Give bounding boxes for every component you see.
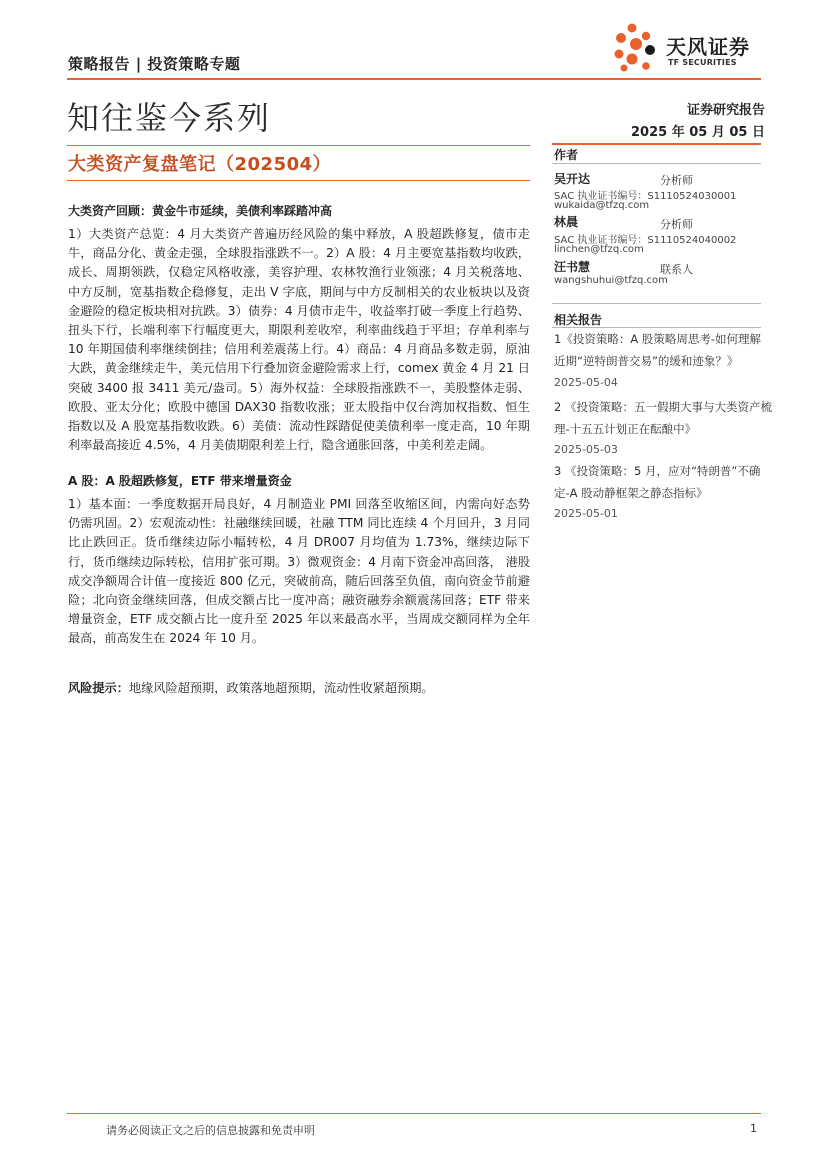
header-divider <box>67 78 761 80</box>
footer-disclaimer: 请务必阅读正文之后的信息披露和免责申明 <box>106 1124 315 1137</box>
author-cert: SAC 执业证书编号：S1110524040002 <box>554 235 737 246</box>
section-text-a-share: 1）基本面：一季度数据开局良好，4 月制造业 PMI 回落至收缩区间，内需向好态势仍需巩固。2）宏观流动性：社融继续回暖，社融 TTM 同比连续 4 个月回升，3 月同比止跌回正。货币继续边际小幅转松，4 月 DR007 月均值为 1.73%，继续边际下行，货币继续边际转松，信用扩张可期。3）微观资金：4 月南下资金冲高回落， 港股成交净额周合计值一度接近 800 亿元，突破前高，随后回落至负值，南向资金节前避险；北向资金继续回落，但成交额占比一度冲高；融资融券余额震荡回落；ETF 带来增量资金，ETF 成交额占比一度升至 2025 年以来最高水平，当周成交额同样为全年最高，前高发生在 2024 年 10 月。 <box>68 497 531 646</box>
logo-text-cn: 天风证券 <box>666 35 750 59</box>
author-email[interactable]: wukaida@tfzq.com <box>554 200 650 211</box>
related-report-date: 2025-05-01 <box>554 507 618 520</box>
author-cert: SAC 执业证书编号：S1110524030001 <box>554 191 737 202</box>
authors-heading: 作者 <box>554 148 579 162</box>
author-role: 分析师 <box>660 174 693 187</box>
risk-text: 地缘风险超预期，政策落地超预期，流动性收紧超预期。 <box>128 681 434 695</box>
risk-warning <box>68 679 434 696</box>
author-role: 分析师 <box>660 218 693 231</box>
author-email[interactable]: linchen@tfzq.com <box>554 244 644 255</box>
footer-divider <box>67 1113 761 1114</box>
report-title-underline <box>67 180 530 181</box>
related-report-link[interactable]: 2 《投资策略：五一假期大事与大类资产梳理-十五五计划正在酝酿中》 <box>554 400 772 436</box>
related-report-date: 2025-05-03 <box>554 443 618 456</box>
title-divider-left <box>67 145 530 146</box>
series-title: 知往鉴今系列 <box>67 99 272 137</box>
authors-divider <box>552 163 761 164</box>
logo-text-en: TF SECURITIES <box>668 58 737 67</box>
section-title-a-share: A 股：A 股超跌修复，ETF 带来增量资金 <box>68 474 292 488</box>
author-email[interactable]: wangshuhui@tfzq.com <box>554 275 668 286</box>
related-report-link[interactable]: 1《投资策略：A 股策略周思考-如何理解近期“逆特朗普交易”的缓和迹象？》 <box>554 332 761 368</box>
author-role: 联系人 <box>660 263 693 276</box>
related-report-date: 2025-05-04 <box>554 376 618 389</box>
author-name: 林晨 <box>554 215 579 229</box>
section-text-review: 1）大类资产总览：4 月大类资产普遍历经风险的集中释放，A 股超跌修复，债市走牛，商品分化、黄金走强，全球股指涨跌不一。2）A 股：4 月主要宽基指数均收跌，成长、周期领跌，仅稳定风格收涨，美容护理、农林牧渔行业领涨；4 月关税落地、中方反制，宽基指数企稳修复，走出 V 字底，期间与中方反制相关的农业板块以及资金避险的稳定板块相对抗跌。3）债券：4 月债市走牛，收益率打破一季度上行趋势、扭头下行，长端利率下行幅度更大，期限利差收窄，利率曲线趋于平坦；存单利率与 10 年期国债利率继续倒挂；信用利差震荡上行。4）商品：4 月商品多数走弱，原油大跌，黄金继续走牛，美元信用下行叠加资金避险需求上行，comex 黄金 4 月 21 日突破 3400 报 3411 美元/盎司。5）海外权益：全球股指涨跌不一，美股整体走弱、欧股、亚太分化；欧股中德国 DAX30 指数收涨；亚太股指中仅台湾加权指数、恒生指数以及 A 股宽基指数收跌。6）美债：流动性踩踏促使美债利率一度走高，10 年期利率最高接近 4.5%，4 月美债期限利差上行，隐含通胀回落，中美利差走阔。 <box>68 227 530 453</box>
related-divider-top <box>552 303 761 304</box>
report-title: 大类资产复盘笔记（202504） <box>68 154 332 175</box>
risk-label: 风险提示： <box>68 681 129 695</box>
report-date: 2025 年 05 月 05 日 <box>631 125 765 140</box>
author-name: 吴开达 <box>554 172 591 186</box>
page-number: 1 <box>750 1122 757 1135</box>
related-heading: 相关报告 <box>554 313 603 327</box>
report-type: 证券研究报告 <box>686 103 765 118</box>
report-category: 策略报告 | 投资策略专题 <box>68 55 241 73</box>
author-name: 汪书慧 <box>554 260 591 274</box>
section-title-review: 大类资产回顾：黄金牛市延续，美债利率踩踏冲高 <box>68 204 333 218</box>
related-report-link[interactable]: 3 《投资策略：5 月，应对“特朗普”不确定-A 股动静框架之静态指标》 <box>554 464 761 500</box>
title-divider-right <box>552 143 761 145</box>
logo-mark <box>615 24 656 72</box>
